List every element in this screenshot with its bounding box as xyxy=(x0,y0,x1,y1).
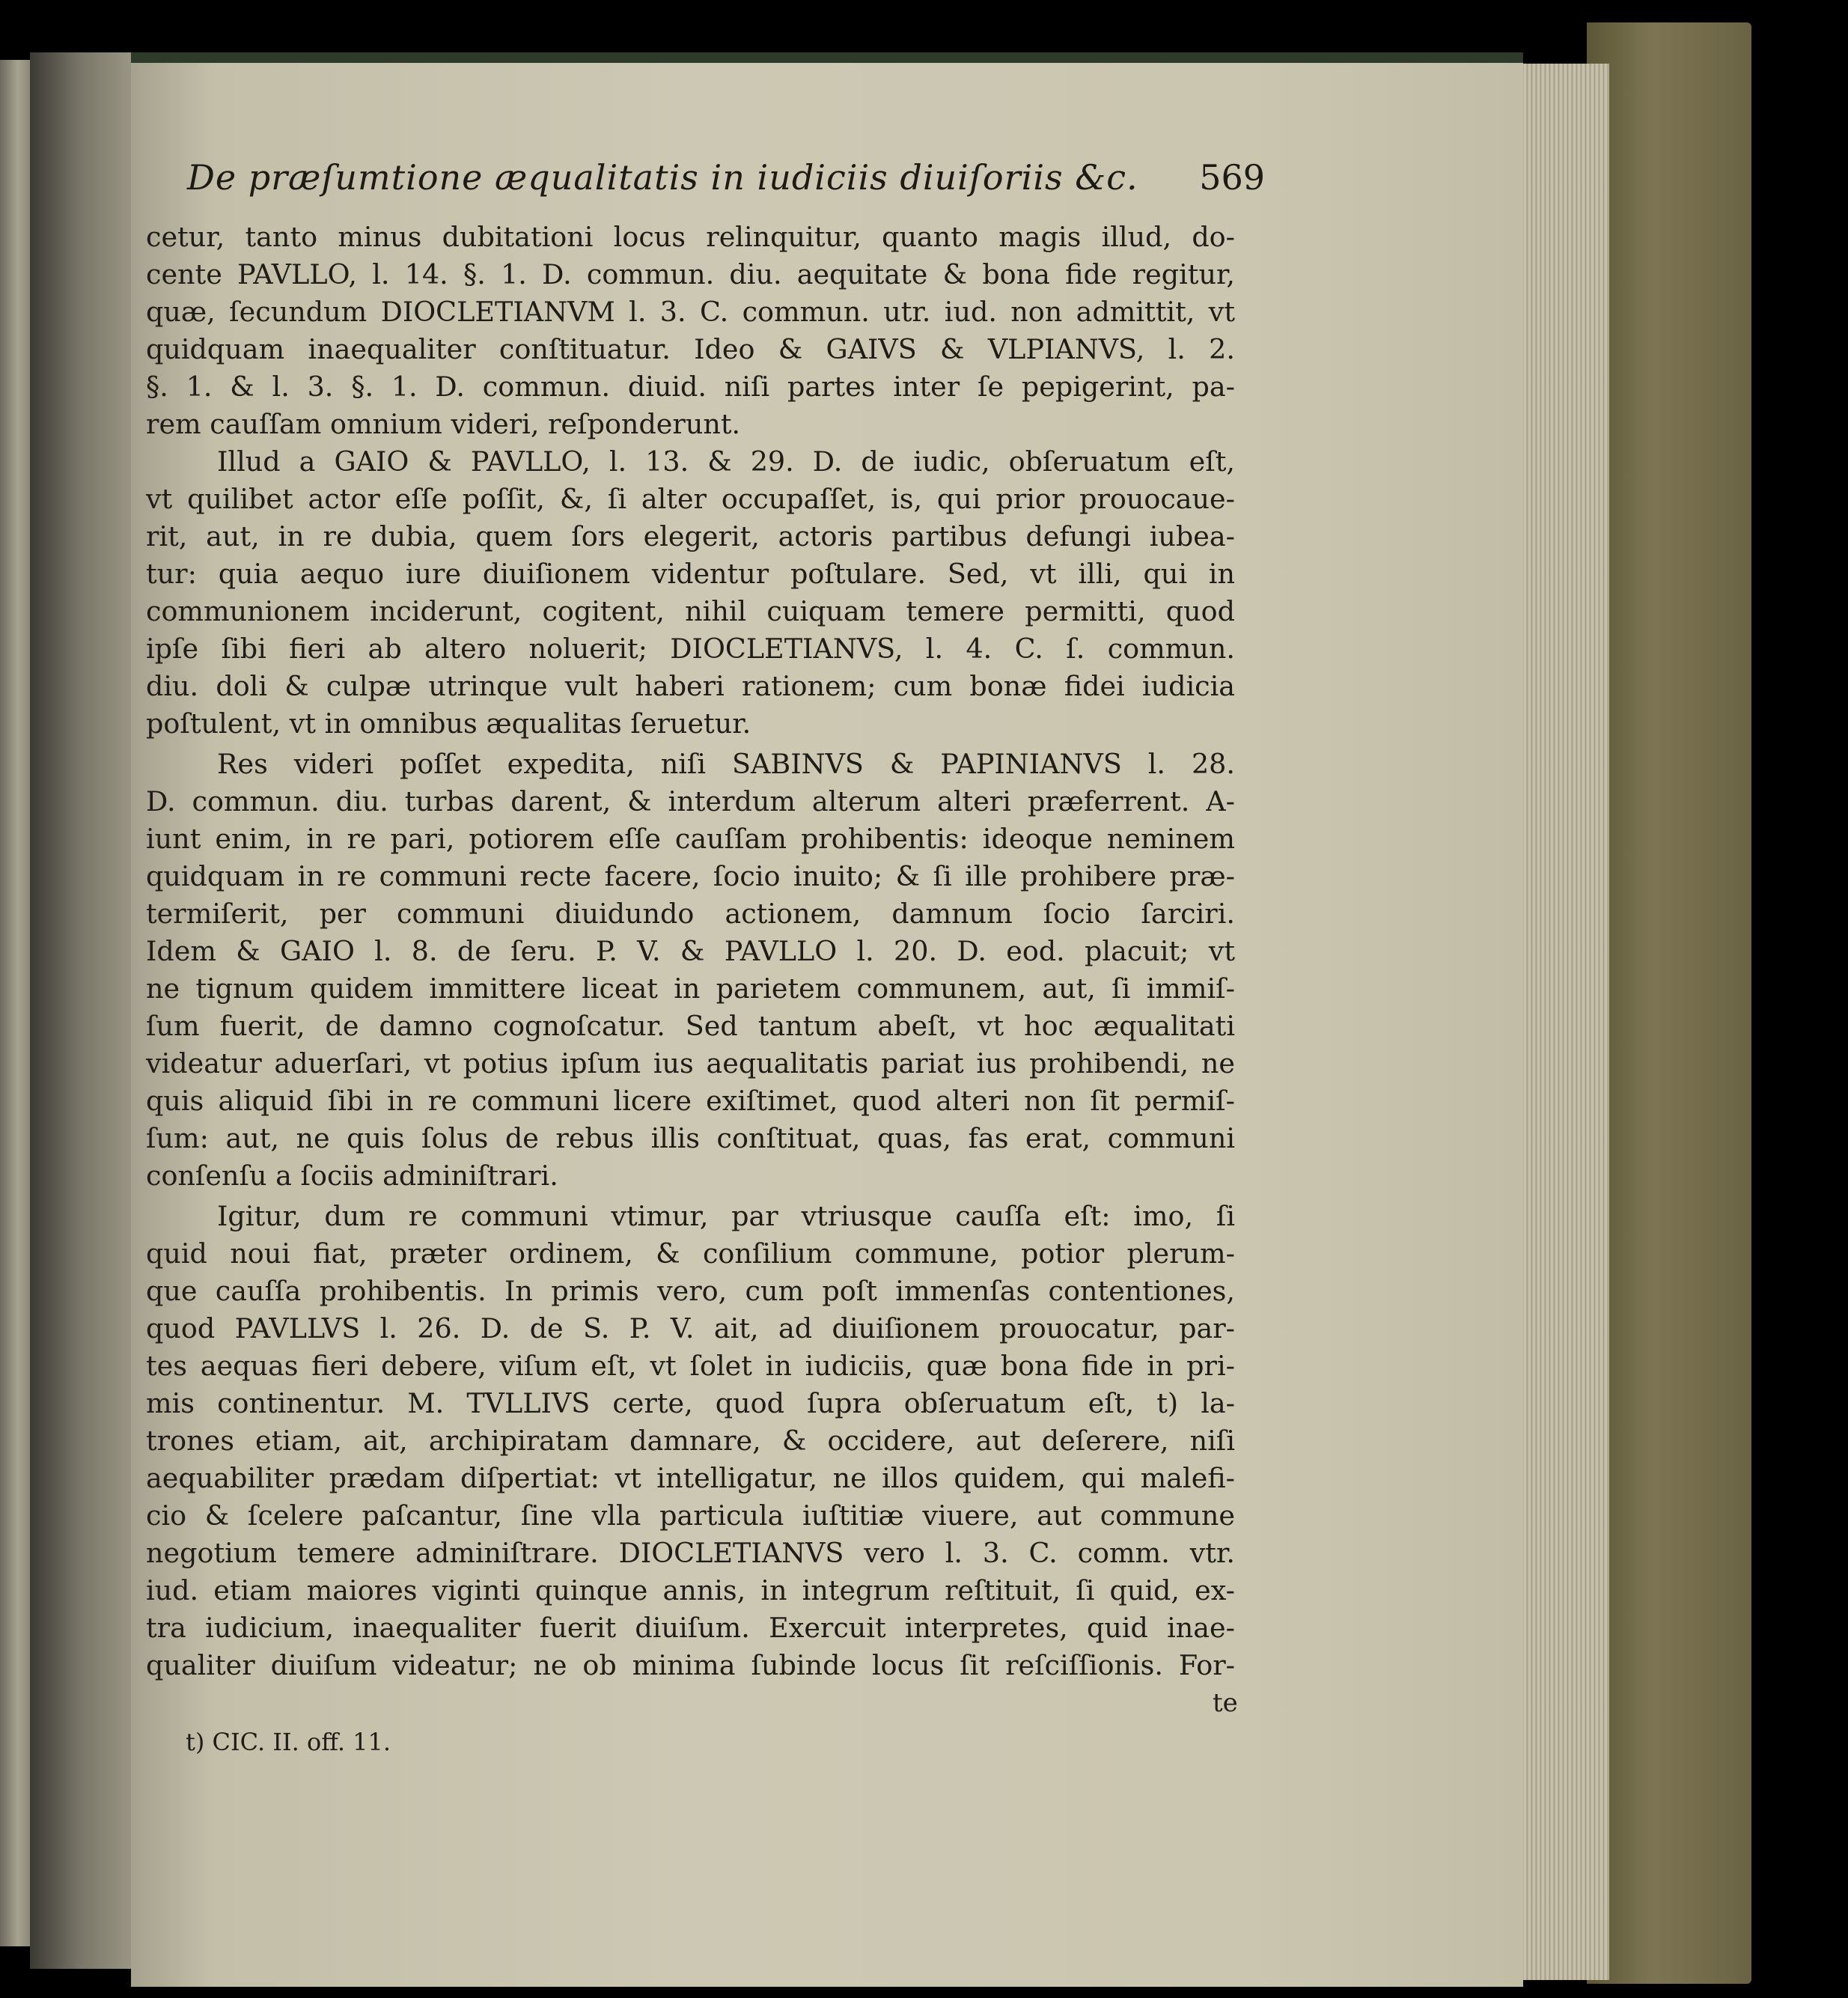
text-line: Illud a GAIO & PAVLLO, l. 13. & 29. D. de iudic, obſeruatum eſt, xyxy=(217,445,1235,478)
text-line: cetur, tanto minus dubitationi locus relinquitur, quanto magis illud, do- xyxy=(146,221,1235,253)
footnote: t) CIC. II. off. 11. xyxy=(186,1728,391,1756)
text-line: quidquam in re communi recte facere, ſocio inuito; & ſi ille prohibere præ- xyxy=(146,860,1235,892)
text-line: tes aequas fieri debere, viſum eſt, vt ſolet in iudiciis, quæ bona fide in pri- xyxy=(146,1350,1235,1382)
text-line: cente PAVLLO, l. 14. §. 1. D. commun. diu. aequitate & bona fide regitur, xyxy=(146,258,1235,290)
text-line: ſum: aut, ne quis ſolus de rebus illis conſtituat, quas, fas erat, communi xyxy=(146,1122,1235,1154)
text-line: videatur aduerſari, vt potius ipſum ius aequalitatis pariat ius prohibendi, ne xyxy=(146,1047,1235,1079)
text-line: quis aliquid ſibi in re communi licere exiſtimet, quod alteri non ſit permiſ- xyxy=(146,1085,1235,1117)
running-head-title: De præſumtione æqualitatis in iudiciis diuiſoriis &c. xyxy=(187,157,1138,198)
text-line: tur: quia aequo iure diuiſionem videntur poſtulare. Sed, vt illi, qui in xyxy=(146,558,1235,590)
text-line: §. 1. & l. 3. §. 1. D. commun. diuid. niſi partes inter ſe pepigerint, pa- xyxy=(146,371,1235,403)
text-line: quid noui fiat, præter ordinem, & conſilium commune, potior plerum- xyxy=(146,1237,1235,1270)
running-head xyxy=(187,157,1265,210)
text-line: ne tignum quidem immittere liceat in parietem communem, aut, ſi immiſ- xyxy=(146,972,1235,1005)
text-line: diu. doli & culpæ utrinque vult haberi rationem; cum bonæ fidei iudicia xyxy=(146,670,1235,702)
text-line: Res videri poſſet expedita, niſi SABINVS & PAPINIANVS l. 28. xyxy=(217,748,1235,780)
text-line: aequabiliter prædam diſpertiat: vt intelligatur, ne illos quidem, qui malefi- xyxy=(146,1462,1235,1494)
text-line: negotium temere adminiſtrare. DIOCLETIANVS vero l. 3. C. comm. vtr. xyxy=(146,1537,1235,1569)
book-cover-board xyxy=(1587,22,1751,1984)
text-line: poſtulent, vt in omnibus æqualitas ſeruetur. xyxy=(146,707,751,740)
text-line: quidquam inaequaliter conſtituatur. Ideo & GAIVS & VLPIANVS, l. 2. xyxy=(146,333,1235,365)
text-line: Igitur, dum re communi vtimur, par vtriusque cauſſa eſt: imo, ſi xyxy=(217,1200,1235,1232)
text-line: conſenſu a ſociis adminiſtrari. xyxy=(146,1160,558,1192)
text-line: mis continentur. M. TVLLIVS certe, quod ſupra obſeruatum eſt, t) la- xyxy=(146,1387,1235,1419)
facing-page-edge xyxy=(0,60,30,1946)
text-line: qualiter diuiſum videatur; ne ob minima ſubinde locus ſit reſciſſionis. For- xyxy=(146,1649,1235,1681)
text-line: vt quilibet actor eſſe poſſit, &, ſi alter occupaſſet, is, qui prior prouocaue- xyxy=(146,483,1235,515)
text-line: D. commun. diu. turbas darent, & interdum alterum alteri præferrent. A- xyxy=(146,785,1235,817)
text-line: Idem & GAIO l. 8. de ſeru. P. V. & PAVLLO l. 20. D. eod. placuit; vt xyxy=(146,935,1235,967)
text-line: ipſe ſibi fieri ab altero noluerit; DIOCLETIANVS, l. 4. C. ſ. commun. xyxy=(146,633,1235,665)
text-line: communionem inciderunt, cogitent, nihil cuiquam temere permitti, quod xyxy=(146,595,1235,627)
text-line: quæ, ſecundum DIOCLETIANVM l. 3. C. commun. utr. iud. non admittit, vt xyxy=(146,296,1235,328)
text-line: trones etiam, ait, archipiratam damnare, & occidere, aut deſerere, niſi xyxy=(146,1425,1235,1457)
text-line: rem cauſſam omnium videri, reſponderunt. xyxy=(146,408,741,440)
text-line: termiſerit, per communi diuidundo actionem, damnum ſocio ſarciri. xyxy=(146,898,1235,930)
text-line: ſum fuerit, de damno cognoſcatur. Sed tantum abeſt, vt hoc æqualitati xyxy=(146,1010,1235,1042)
text-line: que cauſſa prohibentis. In primis vero, cum poſt immenſas contentiones, xyxy=(146,1275,1235,1307)
text-line: tra iudicium, inaequaliter fuerit diuiſum. Exercuit interpretes, quid inae- xyxy=(146,1612,1235,1644)
catchword: te xyxy=(1213,1688,1238,1718)
text-line: rit, aut, in re dubia, quem ſors elegerit, actoris partibus defungi iubea- xyxy=(146,520,1235,552)
text-line: iunt enim, in re pari, potiorem eſſe cauſſam prohibentis: ideoque neminem xyxy=(146,823,1235,855)
text-line: cio & ſcelere paſcantur, ſine vlla particula iuſtitiæ viuere, aut commune xyxy=(146,1499,1235,1532)
text-line: quod PAVLLVS l. 26. D. de S. P. V. ait, ad diuiſionem prouocatur, par- xyxy=(146,1312,1235,1344)
text-line: iud. etiam maiores viginti quinque annis, in integrum reſtituit, ſi quid, ex- xyxy=(146,1574,1235,1606)
page-number: 569 xyxy=(1199,157,1265,198)
